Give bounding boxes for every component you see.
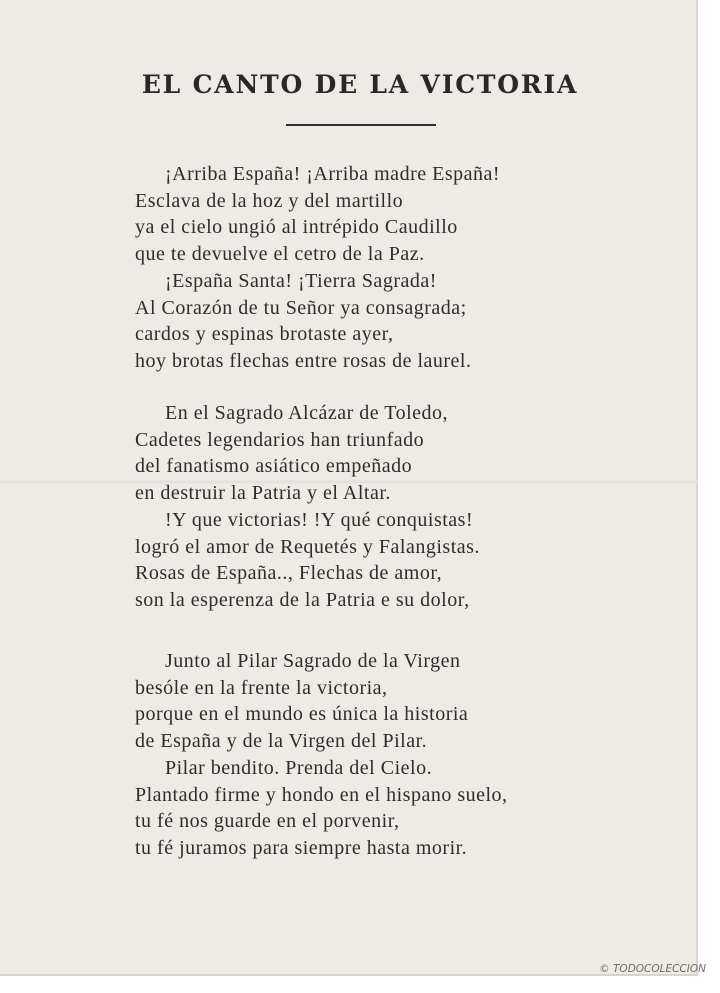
verse-line: tu fé juramos para siempre hasta morir.	[135, 836, 468, 859]
verse-line: son la esperenza de la Patria e su dolor,	[135, 588, 470, 611]
verse-line: logró el amor de Requetés y Falangistas.	[135, 535, 480, 558]
verse-line: que te devuelve el cetro de la Paz.	[135, 243, 425, 266]
verse-line: Plantado firme y hondo en el hispano suelo,	[135, 783, 508, 806]
title-rule	[286, 124, 436, 126]
verse-line: en destruir la Patria y el Altar.	[135, 482, 391, 505]
verse-line: Al Corazón de tu Señor ya consagrada;	[135, 296, 467, 319]
stanza-2	[135, 400, 480, 614]
verse-line: besóle en la frente la victoria,	[135, 676, 388, 699]
watermark: © TODOCOLECCION	[599, 963, 706, 975]
verse-line: porque en el mundo es única la historia	[135, 703, 469, 726]
verse-line: En el Sagrado Alcázar de Toledo,	[165, 402, 449, 424]
verse-line: cardos y espinas brotaste ayer,	[135, 323, 394, 346]
verse-line: ¡España Santa! ¡Tierra Sagrada!	[165, 269, 437, 292]
stanza-1	[135, 161, 500, 375]
document-title: EL CANTO DE LA VICTORIA	[141, 70, 579, 99]
verse-line: tu fé nos guarde en el porvenir,	[135, 810, 400, 833]
verse-line: de España y de la Virgen del Pilar.	[135, 730, 428, 753]
verse-line: Esclava de la hoz y del martillo	[135, 189, 404, 212]
verse-line: del fanatismo asiático empeñado	[135, 455, 413, 478]
verse-line: Junto al Pilar Sagrado de la Virgen	[165, 650, 461, 672]
verse-line: !Y que victorias! !Y qué conquistas!	[165, 508, 474, 531]
verse-line: ya el cielo ungió al intrépido Caudillo	[135, 216, 458, 239]
verse-line: Pilar bendito. Prenda del Cielo.	[165, 756, 433, 779]
verse-line: ¡Arriba España! ¡Arriba madre España!	[165, 163, 501, 185]
verse-line: Rosas de España.., Flechas de amor,	[135, 562, 443, 585]
verse-line: hoy brotas flechas entre rosas de laurel.	[135, 349, 472, 372]
stanza-3	[135, 648, 508, 862]
verse-line: Cadetes legendarios han triunfado	[135, 428, 425, 451]
